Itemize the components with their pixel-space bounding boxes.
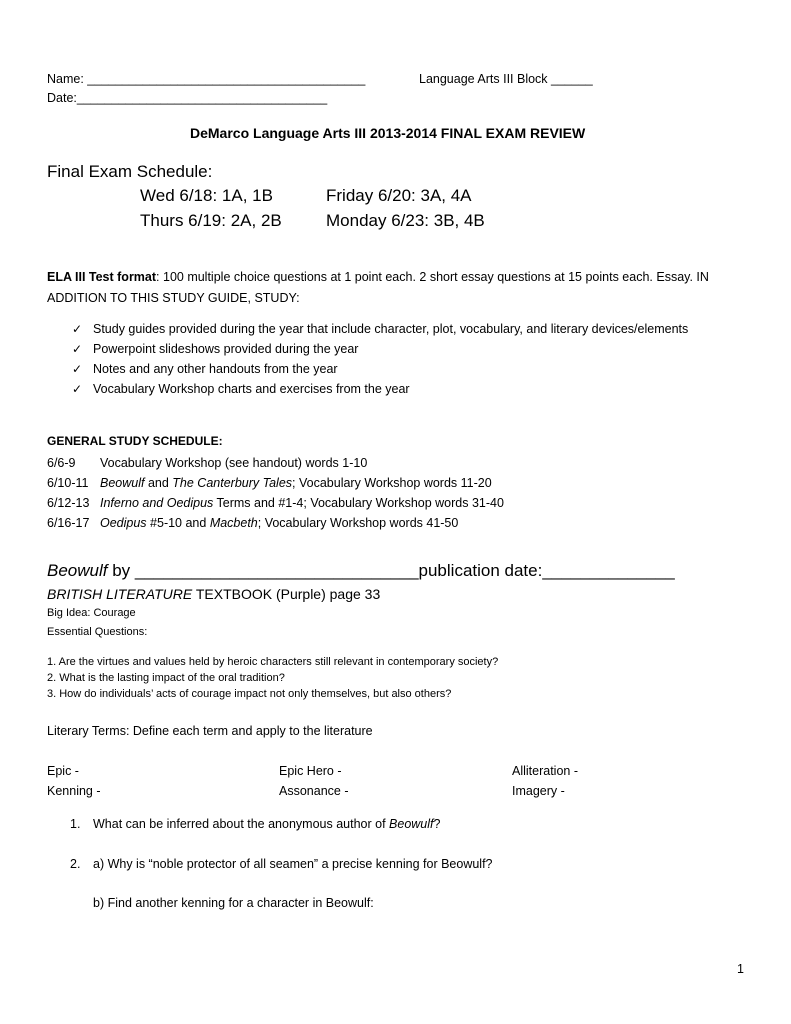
question-1: [93, 817, 440, 831]
row-title-beowulf: Beowulf: [100, 476, 145, 490]
schedule-heading: Final Exam Schedule:: [47, 162, 213, 181]
checkmark-icon: ✓: [72, 322, 83, 336]
row-text: ; Vocabulary Workshop words 11-20: [292, 476, 492, 490]
general-schedule-heading: GENERAL STUDY SCHEDULE:: [47, 434, 223, 448]
row-text: Vocabulary Workshop (see handout) words 1-10: [100, 456, 368, 470]
textbook-name: BRITISH LITERATURE: [47, 586, 193, 602]
big-idea: Big Idea: Courage: [47, 607, 136, 619]
study-item-3: Notes and any other handouts from the year: [93, 362, 338, 376]
row-title-oedipus: Oedipus: [100, 516, 147, 530]
row-date: 6/10-11: [47, 476, 89, 490]
test-format-line-2: ADDITION TO THIS STUDY GUIDE, STUDY:: [47, 291, 300, 305]
checkmark-icon: ✓: [72, 382, 83, 396]
question-1-end: ?: [433, 817, 441, 831]
beowulf-title-line: [47, 561, 675, 581]
beowulf-title-rest: by ______________________________publication date:______________: [107, 561, 675, 580]
question-2b: b) Find another kenning for a character in Beowulf:: [93, 896, 374, 910]
study-item-4: Vocabulary Workshop charts and exercises from the year: [93, 382, 410, 396]
row-title-macbeth: Macbeth: [209, 516, 258, 530]
general-schedule-row-3: [47, 496, 504, 510]
block-line: Language Arts III Block ______: [419, 72, 593, 86]
test-format-text: : 100 multiple choice questions at 1 point each. 2 short essay questions at 15 points each. Essay. IN: [156, 270, 709, 284]
study-item-2: Powerpoint slideshows provided during the year: [93, 342, 359, 356]
schedule-row-2-right: Monday 6/23: 3B, 4B: [326, 211, 485, 230]
row-title-inferno: Inferno and Oedipus: [100, 496, 214, 510]
term-epic-hero: Epic Hero -: [279, 764, 342, 778]
row-date: 6/16-17: [47, 516, 90, 530]
test-format-line-1: [47, 270, 709, 284]
row-text: ; Vocabulary Workshop words 41-50: [257, 516, 459, 530]
question-1-italic: Beowulf: [389, 817, 434, 831]
general-schedule-row-4: [47, 516, 458, 530]
term-assonance: Assonance -: [279, 784, 349, 798]
term-imagery: Imagery -: [512, 784, 565, 798]
question-1-text: What can be inferred about the anonymous author of: [93, 817, 390, 831]
checkmark-icon: ✓: [72, 342, 83, 356]
row-title-canterbury: The Canterbury Tales: [172, 476, 293, 490]
textbook-rest: TEXTBOOK (Purple) page 33: [192, 586, 381, 602]
term-alliteration: Alliteration -: [512, 764, 578, 778]
term-kenning: Kenning -: [47, 784, 101, 798]
row-text: Terms and #1-4; Vocabulary Workshop words 31-40: [213, 496, 504, 510]
checkmark-icon: ✓: [72, 362, 83, 376]
textbook-line: [47, 586, 380, 602]
row-text: and: [144, 476, 173, 490]
row-date: 6/6-9: [47, 456, 76, 470]
question-1-number: 1.: [70, 817, 81, 831]
general-schedule-row-2: [47, 476, 492, 490]
essential-questions-label: Essential Questions:: [47, 626, 148, 638]
page-number: 1: [737, 962, 744, 976]
question-2-number: 2.: [70, 857, 81, 871]
question-2a: a) Why is “noble protector of all seamen” a precise kenning for Beowulf?: [93, 857, 493, 871]
essential-question-3: 3. How do individuals’ acts of courage impact not only themselves, but also others?: [47, 688, 452, 700]
beowulf-title: Beowulf: [47, 561, 108, 580]
row-date: 6/12-13: [47, 496, 90, 510]
test-format-label: ELA III Test format: [47, 270, 157, 284]
date-line: Date:____________________________________: [47, 91, 328, 105]
page-title: DeMarco Language Arts III 2013-2014 FINAL EXAM REVIEW: [190, 125, 586, 141]
schedule-row-1-left: Wed 6/18: 1A, 1B: [140, 186, 273, 205]
schedule-row-2-left: Thurs 6/19: 2A, 2B: [140, 211, 282, 230]
general-schedule-row-1: [47, 456, 367, 470]
essential-question-2: 2. What is the lasting impact of the oral tradition?: [47, 672, 285, 684]
schedule-row-1-right: Friday 6/20: 3A, 4A: [326, 186, 472, 205]
row-text: #5-10 and: [146, 516, 210, 530]
study-item-1: Study guides provided during the year that include character, plot, vocabulary, and literary devices/elements: [93, 322, 689, 336]
term-epic: Epic -: [47, 764, 79, 778]
literary-terms-instructions: Literary Terms: Define each term and apply to the literature: [47, 724, 373, 738]
essential-question-1: 1. Are the virtues and values held by heroic characters still relevant in contemporary society?: [47, 656, 499, 668]
name-line: Name: ________________________________________: [47, 72, 366, 86]
